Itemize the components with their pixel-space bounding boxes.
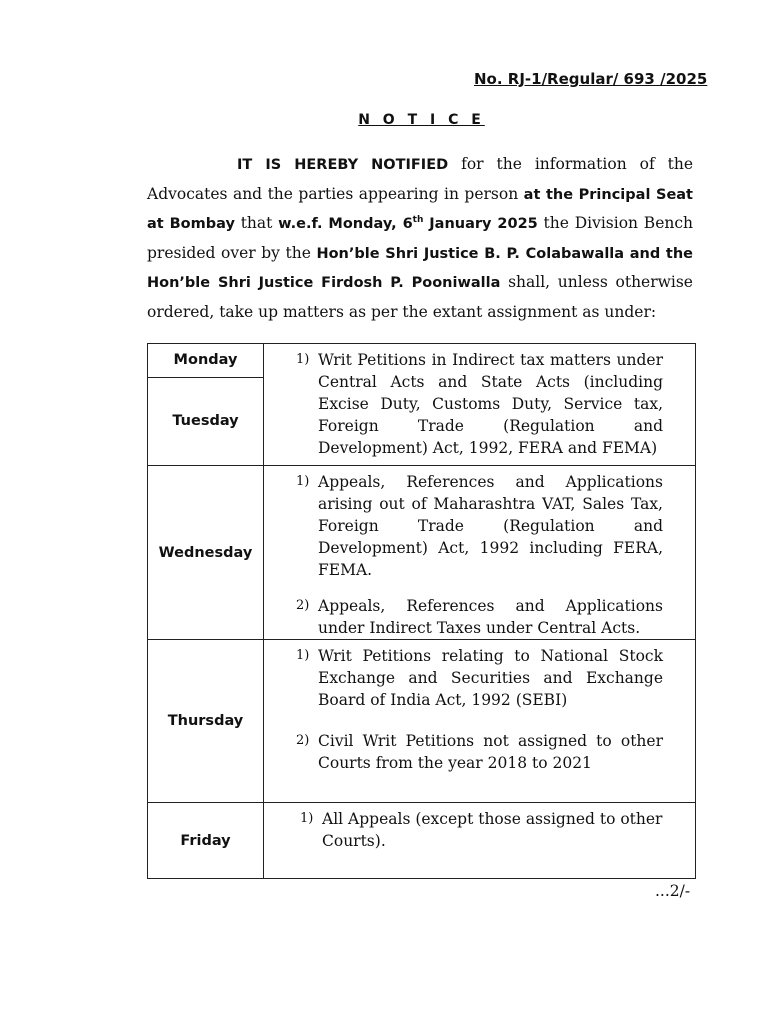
intro-text-1: for the information of the Advocates and the parties appearing in person	[147, 155, 693, 203]
matter-number: 1)	[296, 648, 310, 663]
intro-bold-principal-seat: at the Principal Seat at Bombay	[147, 186, 693, 232]
matters-cell-friday	[264, 803, 696, 879]
table-row	[148, 803, 696, 879]
intro-text-2: that	[234, 214, 279, 232]
matter-text: Appeals, References and Applications under Indirect Taxes under Central Acts.	[318, 597, 663, 637]
table-row	[148, 640, 696, 803]
matters-cell-thursday	[264, 640, 696, 803]
intro-bold-notified: IT IS HEREBY NOTIFIED	[237, 157, 449, 173]
notice-intro-paragraph	[147, 150, 693, 326]
matter-item	[300, 808, 663, 852]
matter-text: Civil Writ Petitions not assigned to other Courts from the year 2018 to 2021	[318, 732, 663, 772]
day-cell-thursday: Thursday	[148, 640, 264, 803]
day-cell-monday: Monday	[148, 344, 264, 378]
effective-date-part-a: w.e.f. Monday, 6	[278, 216, 413, 232]
matter-text: Appeals, References and Applications arising out of Maharashtra VAT, Sales Tax, Foreign Trade (Regulation and Development) Act, 1992 including FERA, FEMA.	[318, 473, 663, 579]
intro-text-4: shall, unless otherwise ordered, take up matters as per the extant assignment as under:	[147, 273, 693, 321]
page-continuation: ...2/-	[655, 882, 691, 900]
intro-bold-justices: Hon’ble Shri Justice B. P. Colabawalla and the Hon’ble Shri Justice Firdosh P. Pooniwalla	[147, 245, 693, 291]
matter-item	[296, 471, 663, 581]
effective-date-part-b: January 2025	[423, 216, 538, 232]
intro-bold-effective-date	[278, 216, 538, 232]
matters-cell-wednesday	[264, 466, 696, 640]
matter-number: 1)	[296, 352, 310, 367]
matter-item	[296, 595, 663, 639]
matter-number: 2)	[296, 598, 310, 613]
day-cell-wednesday: Wednesday	[148, 466, 264, 640]
matter-item	[296, 645, 663, 711]
matter-number: 2)	[296, 733, 310, 748]
table-row	[148, 344, 696, 378]
notice-title: N O T I C E	[358, 112, 485, 128]
matter-item	[296, 730, 663, 774]
matter-number: 1)	[296, 474, 310, 489]
matters-cell-monday-tuesday	[264, 344, 696, 466]
reference-number: No. RJ-1/Regular/ 693 /2025	[474, 70, 708, 88]
effective-date-superscript: th	[412, 215, 424, 226]
matter-text: Writ Petitions in Indirect tax matters under Central Acts and State Acts (including Excise Duty, Customs Duty, Service tax, Foreign Trade (Regulation and Development) Act, 1992, FERA and FEMA)	[318, 351, 663, 457]
table-row	[148, 466, 696, 640]
matter-text: All Appeals (except those assigned to other Courts).	[322, 810, 663, 850]
matter-text: Writ Petitions relating to National Stock Exchange and Securities and Exchange Board of India Act, 1992 (SEBI)	[318, 647, 663, 709]
day-cell-tuesday: Tuesday	[148, 377, 264, 465]
matter-item	[296, 349, 663, 459]
matter-number: 1)	[300, 811, 314, 826]
day-cell-friday: Friday	[148, 803, 264, 879]
intro-text-3: the Division Bench presided over by the	[147, 214, 694, 262]
schedule-table	[147, 343, 696, 879]
